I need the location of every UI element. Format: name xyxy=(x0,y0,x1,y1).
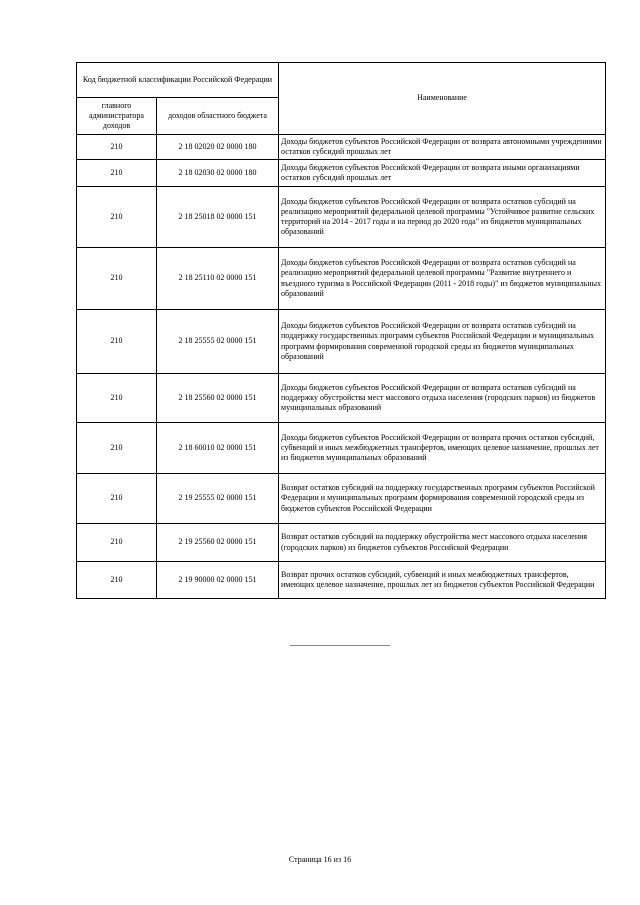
table-header xyxy=(77,63,606,135)
cell-code: 2 19 90000 02 0000 151 xyxy=(157,562,279,599)
table-row xyxy=(77,310,606,374)
cell-admin: 210 xyxy=(77,562,157,599)
cell-name: Доходы бюджетов субъектов Российской Федерации от возврата иными организациями остатков субсидий прошлых лет xyxy=(279,160,606,187)
cell-admin: 210 xyxy=(77,135,157,160)
table-body xyxy=(77,135,606,599)
header-name: Наименование xyxy=(279,63,606,135)
cell-name: Доходы бюджетов субъектов Российской Федерации от возврата остатков субсидий на поддержку обустройства мест массового отдыха населения (городских парков) из бюджетов муниципальных образований xyxy=(279,374,606,423)
cell-admin: 210 xyxy=(77,524,157,562)
cell-name: Доходы бюджетов субъектов Российской Федерации от возврата автономными учреждениями остатков субсидий прошлых лет xyxy=(279,135,606,160)
cell-name: Доходы бюджетов субъектов Российской Федерации от возврата прочих остатков субсидий, субвенций и иных межбюджетных трансфертов, имеющих целевое назначение, прошлых лет из бюджетов муниципальных образований xyxy=(279,423,606,474)
table-row xyxy=(77,474,606,524)
cell-code: 2 19 25555 02 0000 151 xyxy=(157,474,279,524)
cell-code: 2 18 60010 02 0000 151 xyxy=(157,423,279,474)
footer-divider xyxy=(290,645,390,646)
table-row xyxy=(77,160,606,187)
cell-name: Возврат остатков субсидий на поддержку обустройства мест массового отдыха населения (городских парков) из бюджетов субъектов Российской Федерации xyxy=(279,524,606,562)
table-row xyxy=(77,374,606,423)
cell-admin: 210 xyxy=(77,248,157,310)
cell-code: 2 19 25560 02 0000 151 xyxy=(157,524,279,562)
cell-code: 2 18 25110 02 0000 151 xyxy=(157,248,279,310)
table-row xyxy=(77,562,606,599)
cell-admin: 210 xyxy=(77,310,157,374)
cell-code: 2 18 25018 02 0000 151 xyxy=(157,187,279,248)
table-row xyxy=(77,135,606,160)
cell-admin: 210 xyxy=(77,187,157,248)
cell-name: Возврат прочих остатков субсидий, субвенций и иных межбюджетных трансфертов, имеющих целевое назначение, прошлых лет из бюджетов субъектов Российской Федерации xyxy=(279,562,606,599)
page-number: Страница 16 из 16 xyxy=(288,855,352,864)
cell-admin: 210 xyxy=(77,374,157,423)
table-row xyxy=(77,248,606,310)
cell-admin: 210 xyxy=(77,160,157,187)
header-code: доходов областного бюджета xyxy=(157,98,279,135)
cell-admin: 210 xyxy=(77,474,157,524)
cell-name: Доходы бюджетов субъектов Российской Федерации от возврата остатков субсидий на реализацию мероприятий федеральной целевой программы "Развитие внутреннего и въездного туризма в Российской Федерации (2011 - 2018 годы)" из бюджетов муниципальных образований xyxy=(279,248,606,310)
table-row xyxy=(77,423,606,474)
cell-code: 2 18 25555 02 0000 151 xyxy=(157,310,279,374)
header-admin: главного администратора доходов xyxy=(77,98,157,135)
table-row xyxy=(77,524,606,562)
cell-name: Доходы бюджетов субъектов Российской Федерации от возврата остатков субсидий на реализацию мероприятий федеральной целевой программы "Устойчивое развитие сельских территорий на 2014 - 2017 годы и на период до 2020 года" из бюджетов муниципальных образований xyxy=(279,187,606,248)
table-row xyxy=(77,187,606,248)
budget-classification-table xyxy=(76,62,606,599)
cell-name: Доходы бюджетов субъектов Российской Федерации от возврата остатков субсидий на поддержку государственных программ субъектов Российской Федерации и муниципальных программ формирования современной городской среды из бюджетов муниципальных образований xyxy=(279,310,606,374)
cell-code: 2 18 02020 02 0000 180 xyxy=(157,135,279,160)
header-group-label: Код бюджетной классификации Российской Федерации xyxy=(77,63,279,98)
cell-admin: 210 xyxy=(77,423,157,474)
cell-code: 2 18 02030 02 0000 180 xyxy=(157,160,279,187)
cell-name: Возврат остатков субсидий на поддержку государственных программ субъектов Российской Федерации и муниципальных программ формирования современной городской среды из бюджетов субъектов Российской Федерации xyxy=(279,474,606,524)
cell-code: 2 18 25560 02 0000 151 xyxy=(157,374,279,423)
